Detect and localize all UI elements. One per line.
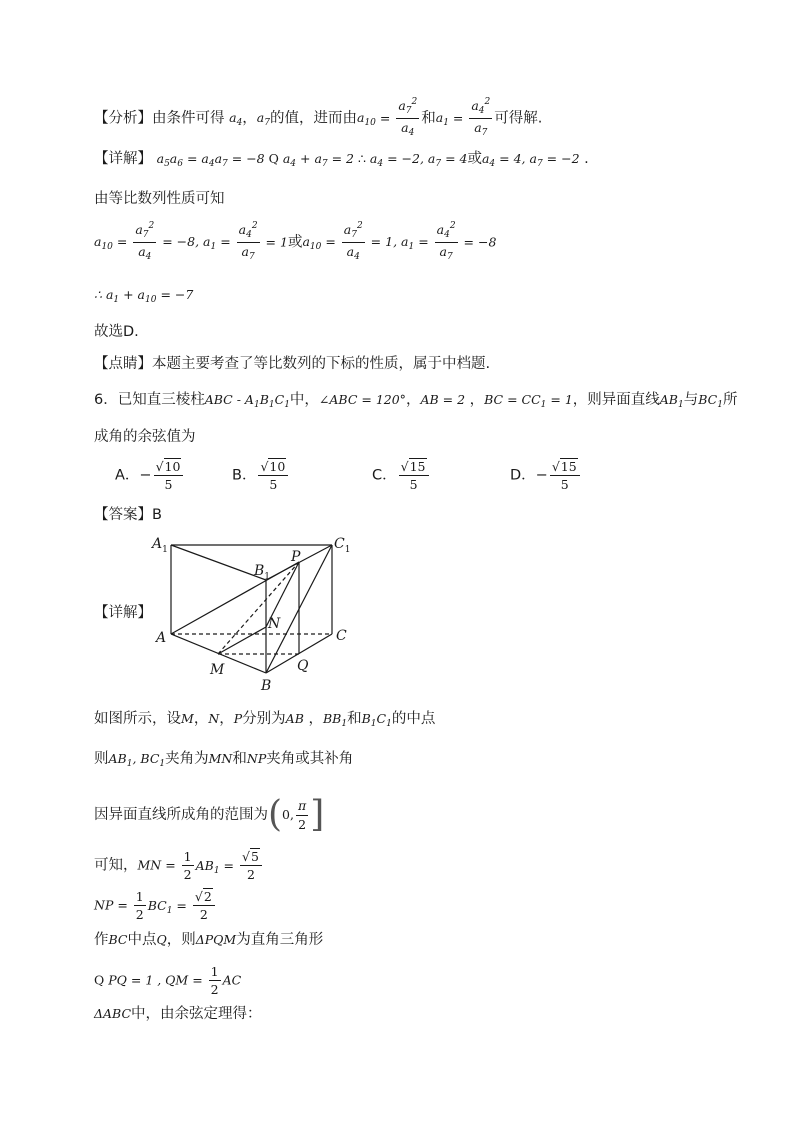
step-1: 如图所示，设M，N，P分别为AB ，$BB_1$和$B_1C_1$的中点 bbox=[94, 711, 436, 729]
label-b: B bbox=[261, 678, 272, 694]
answer-line bbox=[94, 508, 162, 523]
solution-tag: 【详解】 bbox=[94, 151, 152, 167]
option-c[interactable]: C． $\frac{√15}{5}$ bbox=[372, 460, 431, 491]
label-c: C bbox=[336, 628, 347, 644]
step-6: 作BC中点Q，则ΔPQM为直角三角形 bbox=[94, 932, 324, 948]
detail-tag: 【详解】 bbox=[94, 605, 152, 621]
step-3: 因异面直线所成角的范围为(0, $\frac{\pi}{2}$ ] bbox=[94, 794, 325, 835]
sum-line: ∴ $a_1 + a_{10} = -7$ bbox=[94, 287, 194, 305]
label-c1: $C_1$ bbox=[334, 536, 351, 555]
prism-figure bbox=[150, 530, 370, 695]
option-b[interactable]: B． $\frac{√10}{5}$ bbox=[232, 460, 290, 491]
property-line: 由等比数列性质可知 bbox=[94, 191, 225, 207]
formula-line: $a_{10}$ = $\frac{a_7^2}{a_4}$ = −8, $a_1$ = $\frac{a_4^2}{a_7}$ = 1或$a_{10}$ = $\frac{a_7^2}{a_4}$ = 1, $a_1$ = $\frac{a_4^2}{a_7}$ = −8 bbox=[94, 221, 497, 263]
step-7: Q PQ = 1 , QM = $\frac{1}{2}$ AC bbox=[94, 964, 242, 998]
label-q: Q bbox=[297, 658, 309, 674]
analysis-tag: 【分析】 bbox=[94, 110, 152, 127]
answer-value: B bbox=[152, 507, 162, 523]
step-2: 则$AB_1$, $BC_1$夹角为MN和NP夹角或其补角 bbox=[94, 751, 354, 769]
label-p: P bbox=[291, 549, 301, 565]
step-8: ΔABC中，由余弦定理得： bbox=[94, 1006, 262, 1022]
edge-a1b1 bbox=[171, 545, 266, 580]
segment-mn bbox=[218, 627, 266, 654]
remark-line: 【点睛】本题主要考查了等比数列的下标的性质，属于中档题. bbox=[94, 356, 491, 372]
remark-tag: 【点睛】 bbox=[94, 356, 152, 372]
answer-tag: 【答案】 bbox=[94, 507, 152, 523]
label-a: A bbox=[156, 630, 167, 646]
label-m: M bbox=[210, 662, 225, 678]
question-6: 6．已知直三棱柱ABC - $A_1B_1C_1$中，∠ABC = 120°，AB = 2 ，BC = $CC_1 = 1$，则异面直线$AB_1$与$BC_1$所 bbox=[94, 392, 738, 410]
option-a[interactable]: A．− $\frac{√10}{5}$ bbox=[115, 460, 185, 491]
solution-line: 【详解】 $a_5a_6 = a_4a_7 = -8$ Q $a_4 + a_7 = 2$ ∴ $a_4 = -2$, $a_7 = 4$或$a_4 = 4$, $a_7 = -2$ . bbox=[94, 151, 589, 169]
step-5: NP = $\frac{1}{2}$ $BC_1$ = $\frac{√2}{2}$ bbox=[94, 890, 217, 921]
analysis-line: 【分析】由条件可得 $a_4$，$a_7$的值，进而由$a_{10}$ = $\frac{a_7^2}{a_4}$ 和$a_1$ = $\frac{a_4^2}{a_7}$ 可得解. bbox=[94, 97, 543, 139]
step-4: 可知，MN = $\frac{1}{2}$ $AB_1$ = $\frac{√5}{2}$ bbox=[94, 850, 264, 881]
label-a1: $A_1$ bbox=[152, 536, 168, 555]
label-b1: $B_1$ bbox=[254, 563, 271, 582]
question-6-line2: 成角的余弦值为 bbox=[94, 429, 196, 445]
label-n: N bbox=[268, 616, 281, 632]
choose-line: 故选D. bbox=[94, 324, 139, 340]
option-d[interactable]: D．− $\frac{√15}{5}$ bbox=[510, 460, 582, 491]
